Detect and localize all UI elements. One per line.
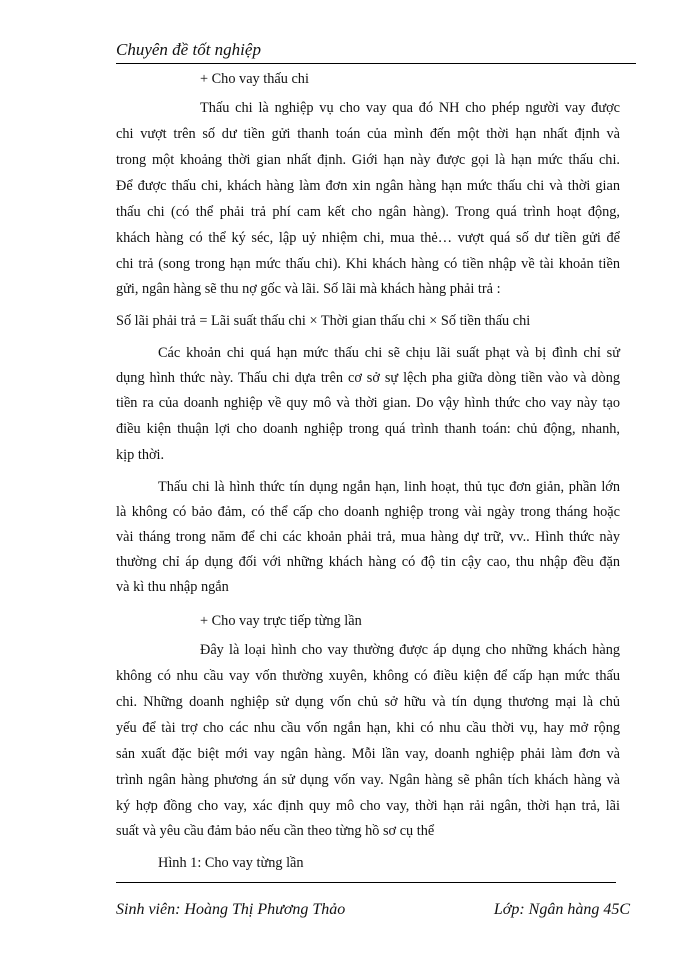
footer-divider — [116, 882, 616, 883]
paragraph-line: khách hàng có thể ký séc, lập uỷ nhiệm chi, mua thẻ… vượt quá số dư tiền gửi để — [116, 230, 620, 246]
paragraph-line: không có nhu cầu vay vốn thường xuyên, không có điều kiện để cấp hạn mức thấu — [116, 668, 620, 684]
paragraph-line: chi trả (song trong hạn mức thấu chi). Khi khách hàng có tiền nhập về tài khoản tiền — [116, 256, 620, 272]
paragraph-line: suất và yêu cầu đảm bảo nếu cần theo từng hồ sơ cụ thể — [116, 823, 435, 839]
paragraph-line: sản xuất đặc biệt mới vay ngân hàng. Mỗi lần vay, doanh nghiệp phải làm đơn và — [116, 746, 620, 762]
paragraph-line: tiền ra của doanh nghiệp về quy mô và thời gian. Do vậy hình thức cho vay này tạo — [116, 395, 620, 411]
paragraph-line: ký hợp đồng cho vay, xác định quy mô cho vay, thời hạn rải ngân, thời hạn trả, lãi — [116, 798, 620, 814]
paragraph-line: thường chỉ áp dụng đối với những khách hàng có độ tin cậy cao, thu nhập đều đặn — [116, 554, 620, 570]
paragraph-line: Thấu chi là nghiệp vụ cho vay qua đó NH cho phép người vay được — [200, 100, 620, 116]
footer-class-name: Lớp: Ngân hàng 45C — [493, 901, 630, 918]
formula-line: Số lãi phải trả = Lãi suất thấu chi × Thời gian thấu chi × Số tiền thấu chi — [116, 313, 531, 329]
paragraph-line: Thấu chi là hình thức tín dụng ngắn hạn, linh hoạt, thủ tục đơn giản, phần lớn — [158, 479, 620, 495]
section-heading-overdraft: + Cho vay thấu chi — [200, 71, 309, 87]
paragraph-line: là không có bảo đảm, có thể cấp cho doanh nghiệp trong vài ngày trong tháng hoặc — [116, 504, 620, 520]
paragraph-line: Để được thấu chi, khách hàng làm đơn xin ngân hàng hạn mức thấu chi và thời gian — [116, 178, 620, 194]
paragraph-line: chi vượt trên số dư tiền gửi thanh toán của mình đến một thời hạn nhất định và — [116, 126, 620, 142]
paragraph-line: dụng hình thức này. Thấu chi dựa trên cơ sở sự lệch pha giữa dòng tiền vào và dòng — [116, 370, 620, 386]
paragraph-line: yếu để tài trợ cho các nhu cầu vốn ngắn hạn, khi có nhu cầu thời vụ, hay mở rộng — [116, 720, 620, 736]
paragraph-line: trình ngân hàng phương án sử dụng vốn vay. Ngân hàng sẽ phân tích khách hàng và — [116, 772, 620, 788]
paragraph-line: và kì thu nhập ngắn — [116, 579, 229, 595]
paragraph-line: điều kiện thuận lợi cho doanh nghiệp trong quá trình thanh toán: chủ động, nhanh, — [116, 421, 620, 437]
figure-caption: Hình 1: Cho vay từng lần — [158, 855, 304, 871]
paragraph-line: Đây là loại hình cho vay thường được áp dụng cho những khách hàng — [200, 642, 620, 658]
page-header-title: Chuyên đề tốt nghiệp — [116, 38, 636, 64]
paragraph-line: gửi, ngân hàng sẽ thu nợ gốc và lãi. Số lãi mà khách hàng phải trả : — [116, 281, 501, 297]
section-heading-direct-loan: + Cho vay trực tiếp từng lần — [200, 613, 362, 629]
paragraph-line: Các khoản chi quá hạn mức thấu chi sẽ chịu lãi suất phạt và bị đình chỉ sử — [158, 345, 620, 361]
paragraph-line: kịp thời. — [116, 447, 165, 463]
paragraph-line: chi. Những doanh nghiệp sử dụng vốn chủ sở hữu và tín dụng thương mại là chủ — [116, 694, 620, 710]
footer-student-name: Sinh viên: Hoàng Thị Phương Thảo — [116, 901, 346, 918]
paragraph-line: vài tháng trong năm để chi các khoản phải trả, mua hàng dự trữ, vv.. Hình thức này — [116, 529, 620, 545]
paragraph-line: thấu chi (có thể phải trả phí cam kết cho ngân hàng). Trong quá trình hoạt động, — [116, 204, 620, 220]
paragraph-line: trong một khoảng thời gian nhất định. Giới hạn này được gọi là hạn mức thấu chi. — [116, 152, 620, 168]
